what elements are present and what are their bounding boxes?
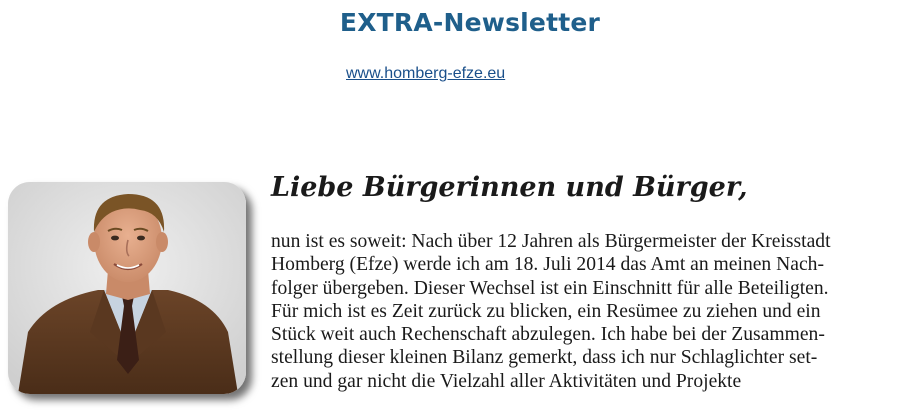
article-line: Für mich ist es Zeit zurück zu blicken, ein Resümee zu ziehen und ein xyxy=(271,300,821,322)
website-link[interactable]: www.homberg-efze.eu xyxy=(346,65,506,82)
greeting-heading: Liebe Bürgerinnen und Bürger, xyxy=(271,172,748,203)
newsletter-title: EXTRA-Newsletter xyxy=(339,8,601,37)
portrait-photo xyxy=(8,182,246,394)
article-line: nun ist es soweit: Nach über 12 Jahren als Bürgermeister der Kreisstadt xyxy=(271,231,831,252)
portrait-icon xyxy=(8,182,246,394)
article-line: stellung dieser kleinen Bilanz gemerkt, dass ich nur Schlaglichter set- xyxy=(271,347,818,369)
article-line: folger übergeben. Dieser Wechsel ist ein Einschnitt für alle Beteiligten. xyxy=(271,277,829,299)
article-line: Stück weit auch Rechenschaft abzulegen. Ich habe bei der Zusammen- xyxy=(271,324,825,346)
article-line: Homberg (Efze) werde ich am 18. Juli 2014 das Amt an meinen Nach- xyxy=(271,254,824,276)
article-body xyxy=(271,230,901,393)
article-line: zen und gar nicht die Vielzahl aller Aktivitäten und Projekte xyxy=(271,370,742,392)
